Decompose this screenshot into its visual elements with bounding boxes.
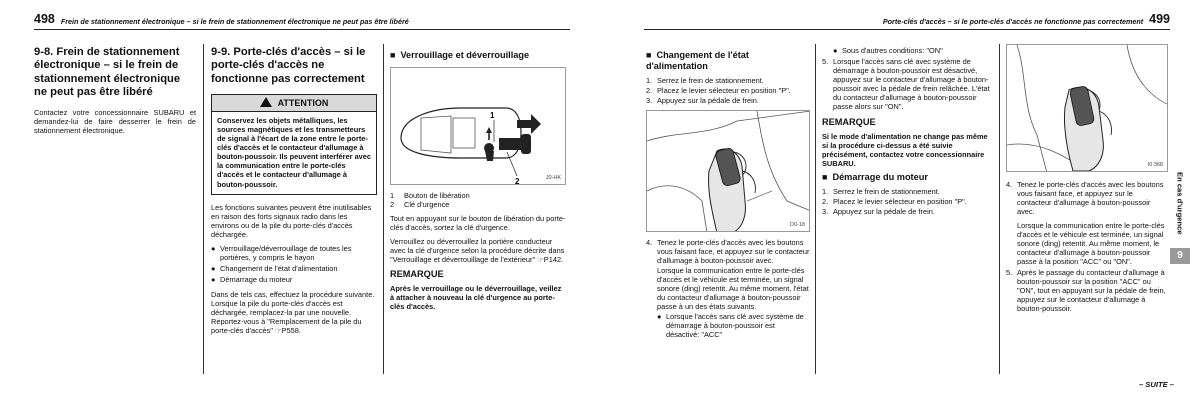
list-item: ● Sous d'autres conditions: "ON" xyxy=(833,46,943,55)
hand-key-push-illustration xyxy=(647,111,810,232)
right-page-number: 499 xyxy=(1149,11,1170,26)
column-engine-start xyxy=(822,46,994,222)
remarque-heading: REMARQUE xyxy=(822,117,876,128)
list-item: 4. Tenez le porte-clés d'accès avec les boutons vous faisant face, et appuyez sur le contacteur d'allumage à bouton-poussoir avec. xyxy=(1006,180,1164,217)
list-item: 2. Placez le levier sélecteur en position "P". xyxy=(822,197,967,207)
change-state-step-5 xyxy=(822,57,994,111)
figure-id: D0-18 xyxy=(790,222,805,229)
list-item: 5. Après le passage du contacteur d'allumage à bouton-poussoir sur la position "ACC" ou "ON", tout en appuyant sur la pédale de frein, appuyez sur le contacteur d'allumage à bouton-poussoir. xyxy=(1006,268,1166,314)
step-4-detail: Lorsque la communication entre le porte-clés d'accès et le véhicule est terminée, un signal sonore (ding) retentit. Au même moment, le contacteur d'allumage à bouton-poussoir passe à la position "ACC" ou "ON". xyxy=(1017,221,1165,267)
list-item: 3. Appuyez sur la pédale de frein. xyxy=(822,207,935,217)
section-9-9-heading: 9-9. Porte-clés d'accès – si le porte-clés d'accès ne fonctionne pas correctement xyxy=(211,46,366,85)
list-item: 2. Placez le levier sélecteur en position "P". xyxy=(646,86,791,96)
list-item: ● Démarrage du moteur xyxy=(211,274,293,284)
warning-icon xyxy=(260,97,272,107)
column-divider xyxy=(815,44,816,374)
section-9-8-body: Contactez votre concessionnaire SUBARU et demandez-lui de faire desserrer le frein de stationnement électronique. xyxy=(34,107,196,135)
lock-unlock-heading: ■ Verrouillage et déverrouillage xyxy=(390,50,566,61)
ignition-figure-1 xyxy=(646,110,810,232)
power-state-list xyxy=(657,312,810,339)
list-item: 1. Serrez le frein de stationnement. xyxy=(646,76,764,86)
column-section-9-8 xyxy=(34,46,196,140)
right-running-header xyxy=(644,11,1170,30)
column-engine-start-continued xyxy=(1006,44,1168,318)
continued-label: – SUITE – xyxy=(1138,380,1174,389)
emergency-key-figure xyxy=(390,67,566,185)
column-divider xyxy=(203,44,204,374)
section-9-8-heading: 9-8. Frein de stationnement électronique – si le frein de stationnement électronique ne peut pas être libéré xyxy=(34,46,181,99)
right-header-title: Porte-clés d'accès – si le porte-clés d'accès ne fonctionne pas correctement xyxy=(882,17,1144,27)
list-item: ● Lorsque l'accès sans clé avec système de démarrage à bouton-poussoir est désactivé: "ACC" xyxy=(657,312,804,340)
legend-item: 2 Clé d'urgence xyxy=(390,200,450,210)
lock-para-2: Verrouillez ou déverrouillez la portière conducteur avec la clé d'urgence selon la procédure décrite dans "Verrouillage et déverrouillage de l'extérieur" ☞P142. xyxy=(390,237,565,265)
remarque-text: Après le verrouillage ou le déverrouillage, veillez à attacher à nouveau la clé d'urgence au porte-clés d'accès. xyxy=(390,284,562,312)
column-divider xyxy=(999,44,1000,374)
change-state-step-4 xyxy=(646,238,810,265)
left-header-title: Frein de stationnement électronique – si le frein de stationnement électronique ne peut pas être libéré xyxy=(60,17,409,27)
functions-list xyxy=(211,244,377,284)
figure-id: J0-HK xyxy=(545,175,561,182)
column-divider xyxy=(383,44,384,374)
attention-text: Conservez les objets métalliques, les sources magnétiques et les transmetteurs de signal à l'écart de la zone entre le porte-clés d'accès et le contacteur d'allumage à bouton-poussoir. Ils peuvent interférer avec la communication entre le porte-clés d'accès et le contacteur d'allumage à bouton-poussoir. xyxy=(217,116,372,189)
list-item: 1. Serrez le frein de stationnement. xyxy=(822,187,940,197)
chapter-side-tab: En cas d'urgence xyxy=(1175,172,1185,235)
key-fob-illustration xyxy=(391,68,566,185)
engine-start-heading: ■ Démarrage du moteur xyxy=(822,172,994,183)
power-state-list-continued xyxy=(833,46,994,55)
attention-header xyxy=(212,95,376,112)
step-4-detail: Lorsque la communication entre le porte-clés d'accès et le véhicule est terminée, un signal sonore (ding) retentit. Au même moment, l'état du contacteur d'allumage à bouton-poussoir passe à un des états suivants. xyxy=(657,266,809,312)
functions-intro: Les fonctions suivantes peuvent être inutilisables en raison des forts signaux radio dans les environs ou de la pile du porte-clés d'accès déchargée. xyxy=(211,202,372,239)
engine-start-step-5 xyxy=(1006,268,1168,313)
hand-key-push-illustration xyxy=(1007,45,1168,172)
list-item: 4. Tenez le porte-clés d'accès avec les boutons vous faisant face, et appuyez sur le contacteur d'allumage à bouton-poussoir avec. xyxy=(646,238,810,266)
attention-label: ATTENTION xyxy=(277,98,329,109)
column-change-state xyxy=(646,46,810,342)
remarque-text: Si le mode d'alimentation ne change pas même si la procédure ci-dessus a été suivie précisément, contactez votre concessionnaire SUBARU. xyxy=(822,132,988,169)
list-item: ● Verrouillage/déverrouillage de toutes les portières, y compris le hayon xyxy=(211,243,352,262)
ignition-figure-2 xyxy=(1006,44,1168,172)
figure-id: I0 368 xyxy=(1147,162,1163,169)
legend-item: 1 Bouton de libération xyxy=(390,191,470,201)
list-item: 3. Appuyez sur la pédale de frein. xyxy=(646,96,759,106)
lock-para-1: Tout en appuyant sur le bouton de libération du porte-clés d'accès, sortez la clé d'urgence. xyxy=(390,214,566,233)
list-item: 5. Lorsque l'accès sans clé avec système de démarrage à bouton-poussoir est désactivé, appuyez sur le contacteur d'allumage à bouton-poussoir avec la pédale de frein relâchée. L'état du contacteur d'allumage à bouton-poussoir passe alors sur "ON". xyxy=(822,57,990,112)
left-page-number: 498 xyxy=(34,11,55,26)
procedure-note: Dans de tels cas, effectuez la procédure suivante. Lorsque la pile du porte-clés d'accès est déchargée, remplacez-la par une nouvelle. Reportez-vous à "Remplacement de la pile du porte-clés d'accès" ☞P558. xyxy=(211,289,375,335)
column-section-9-9 xyxy=(211,46,377,340)
chapter-number-tab: 9 xyxy=(1170,248,1190,264)
change-state-heading: ■ Changement de l'état d'alimentation xyxy=(646,50,810,72)
left-running-header xyxy=(34,11,570,30)
engine-start-steps-continued xyxy=(1006,180,1168,216)
attention-box xyxy=(211,94,377,194)
change-state-steps xyxy=(646,76,810,105)
engine-start-steps xyxy=(822,187,994,216)
remarque-heading: REMARQUE xyxy=(390,269,444,280)
list-item: ● Changement de l'état d'alimentation xyxy=(211,263,338,273)
right-page xyxy=(600,0,1200,402)
callout-1: 1 xyxy=(490,111,495,121)
callout-2: 2 xyxy=(515,177,520,186)
figure-legend xyxy=(390,191,566,209)
column-lock-unlock xyxy=(390,46,566,316)
